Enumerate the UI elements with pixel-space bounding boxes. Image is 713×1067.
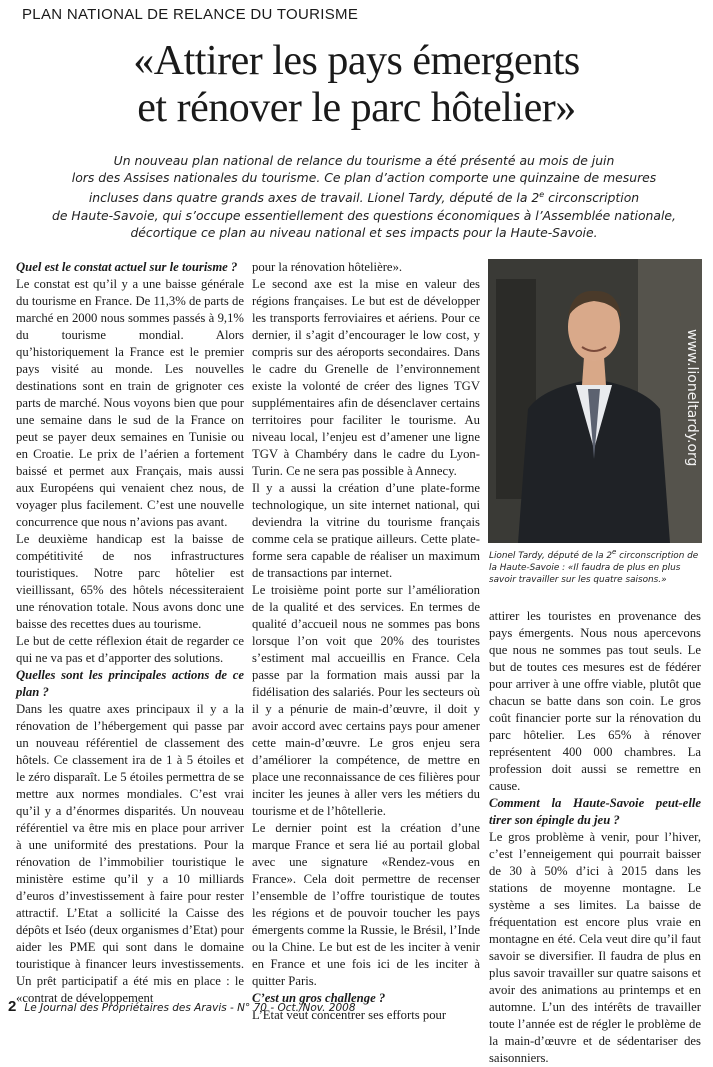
caption-part-b: circonscription de la Haute-Savoie : «Il faudra de plus en plus savoir travailler sur les quatre saisons.»	[489, 550, 699, 585]
lede-ordinal-sup: e	[539, 190, 545, 200]
article-lede	[28, 152, 700, 241]
article-title-line-2: et rénover le parc hôtelier»	[137, 85, 576, 131]
lede-line-2: lors des Assises nationales du tourisme. Ce plan d’action comporte une quinzaine de mesures	[71, 170, 657, 186]
question-heading: Comment la Haute-Savoie peut-elle tirer son épingle du jeu ?	[489, 796, 701, 827]
page-number: 2	[8, 998, 17, 1015]
section-kicker: PLAN NATIONAL DE RELANCE DU TOURISME	[22, 6, 359, 23]
question-heading: Quel est le constat actuel sur le tourisme ?	[16, 260, 238, 274]
paragraph: Dans les quatre axes principaux il y a la rénovation de l’hébergement qui passe par un nouveau référentiel de classement des hôtels. Ce classement ira de 1 à 5 étoiles et le zéro disparaît. Le 5 étoiles permettra de se mettre aux normes mondiales. C’est vrai qu’il y a d’énormes disparités. Un nouveau référentiel va être mis en place pour arriver à une uniformité des prestations. Pour la rénovation de l’immobilier touristique le ministère estime qu’il y a 10 milliards d’euros d’investissement à faire pour rester attractif. L’Etat a sollicité la Caisse des dépôts et Iséo (deux organismes d’Etat) pour aider les PME qui sont dans le domaine touristique à financer leurs investissements. Un prêt participatif a été mis en place : le «contrat de développement	[16, 702, 244, 1005]
lede-line-1: Un nouveau plan national de relance du tourisme a été présenté au mois de juin	[113, 153, 615, 168]
paragraph: Le second axe est la mise en valeur des régions françaises. Le but est de développer les transports ferroviaires et aériens. Pour ce dernier, il s’agit d’encourager le low cost, y compris sur des aéroports secondaires. Dans le cadre du Grenelle de l’environnement existe la volonté de créer des lignes TGV supplémentaires afin de désenclaver certains territoires pour faciliter le tourisme. Au niveau local, l’enjeu est d’amener une ligne TGV à Chambéry dans le cadre du Lyon-Turin. Ce ne sera pas possible à Annecy.	[252, 277, 480, 478]
paragraph: Le constat est qu’il y a une baisse générale du tourisme en France. De 11,3% de parts de marché en 2000 nous sommes passés à 9,1% du tourisme mondial. Alors qu’historiquement la France est le premier pays visité au monde. Les nouvelles destinations sont en train de grignoter ces parts de marché. Nous voyons bien que pour une semaine dans le sud de la France on peut se payer deux semaines en Tunisie ou en Croatie. Le prix de l’aérien a fortement baissé et permet aux Français, mais aussi aux Européens qui venaient chez nous, de voyager plus facilement. C’est une nouvelle concurrence que nous n’avions pas avant.	[16, 277, 244, 529]
portrait-photo	[488, 259, 702, 543]
article-column-3	[489, 608, 701, 1067]
photo-caption	[489, 546, 703, 586]
publication-info: Le Journal des Propriétaires des Aravis - N° 70 - Oct./Nov. 2008	[24, 1002, 356, 1014]
lede-line-3-b: circonscription	[544, 190, 640, 206]
lede-line-3-a: incluses dans quatre grands axes de travail. Lionel Tardy, député de la 2	[88, 190, 540, 206]
paragraph: Le troisième point porte sur l’amélioration de la qualité et des services. En termes de qualité d’accueil nous ne sommes pas bons lorsque l’on voit que 20% des touristes s’estiment mal accueillis en France. Cela passe par la formation mais aussi par la fidélisation des salariés. Pour les secteurs où il y a pénurie de main-d’œuvre, il doit y avoir accord avec certains pays pour amener cette main-d’œuvre. Le gros enjeu sera d’améliorer la compétence, de mettre en place une reconnaissance de ces filières pour inciter les jeunes à aller vers les métiers du tourisme et de l’hôtellerie.	[252, 583, 480, 818]
question-heading: Quelles sont les principales actions de ce plan ?	[16, 668, 244, 699]
paragraph: pour la rénovation hôtelière».	[252, 260, 403, 274]
paragraph: attirer les touristes en provenance des pays émergents. Nous nous apercevons que nous ne sommes pas tout seuls. Le but de toutes ces mesures est de fédérer pour arriver à une offre viable, plutôt que chacun se batte dans son coin. Le gros coût financier porte sur la rénovation du parc hôtelier. Les 65% à rénover représentent 400 000 chambres. La profession doit aussi se remettre en cause.	[489, 609, 701, 793]
article-title	[0, 38, 713, 132]
article-column-1	[16, 259, 244, 1007]
page-footer	[8, 998, 356, 1015]
article-title-line-1: «Attirer les pays émergents	[133, 38, 580, 84]
paragraph: L’Etat veut concentrer ses efforts pour	[252, 1008, 447, 1022]
question-heading: C’est un gros challenge ?	[252, 991, 386, 1005]
article-column-2	[252, 259, 480, 1024]
caption-part-a: Lionel Tardy, député de la 2	[489, 550, 613, 561]
portrait-illustration	[488, 259, 702, 543]
paragraph: Il y a aussi la création d’une plate-forme technologique, un site internet national, qui deviendra la vitrine du tourisme français comme cela se pratique ailleurs. Cette plate-forme sera capable de réaliser un maximum de transactions par internet.	[252, 481, 480, 580]
paragraph: Le gros problème à venir, pour l’hiver, c’est l’enneigement qui pourrait baisser de 30 à 50% d’ici à 2015 dans les stations de moyenne montagne. Le système a ses limites. La baisse de fréquentation est encore plus vraie en montagne en été. Cela veut dire qu’il faut savoir se diversifier. Il faudra de plus en plus savoir travailler sur quatre saisons et avoir des animations au printemps et en automne. L’un des intérêts de travailler toute l’année est de régler le problème de la main-d’œuvre et de sédentariser des saisonniers.	[489, 830, 701, 1065]
paragraph: Le dernier point est la création d’une marque France et sera lié au portail global avec une signature «Rendez-vous en France». Cela doit permettre de recenser l’ensemble de l’offre touristique de toutes les régions et de pouvoir toucher les pays émergents comme la Russie, le Brésil, l’Inde ou la Chine. Le but est de les inciter à venir en France et une fois ici de les inciter à quitter Paris.	[252, 821, 480, 988]
lede-line-5: décortique ce plan au niveau national et ses impacts pour la Haute-Savoie.	[130, 224, 598, 240]
website-sign-text: www.lioneltardy.org	[684, 329, 700, 467]
paragraph: Le deuxième handicap est la baisse de compétitivité de nos infrastructures touristiques. Notre parc hôtelier est vieillissant, 65% des hôtels nécessiteraient une rénovation totale. Nous avons donc une baisse des recettes dues au tourisme.	[16, 532, 244, 631]
lede-line-3	[28, 186, 700, 206]
lede-line-4: de Haute-Savoie, qui s’occupe essentiellement des questions économiques à l’Assemblée nationale,	[52, 207, 676, 223]
paragraph: Le but de cette réflexion était de regarder ce qui ne va pas et d’apporter des solutions.	[16, 634, 244, 665]
caption-ordinal-sup: e	[612, 548, 617, 556]
